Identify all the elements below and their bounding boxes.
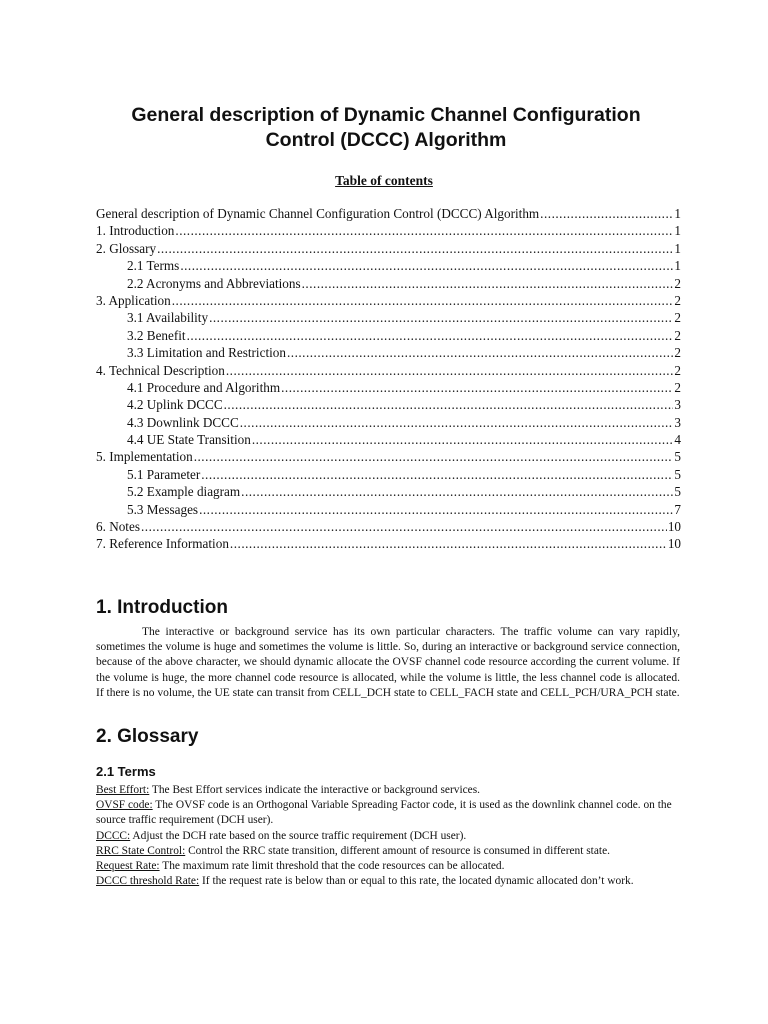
toc-heading: Table of contents — [335, 173, 433, 188]
toc-entry[interactable] — [96, 310, 681, 327]
toc-entry-page: 3 — [674, 397, 681, 413]
toc-entry-label: General description of Dynamic Channel Configuration Control (DCCC) Algorithm — [96, 206, 540, 221]
toc-entry-label: 6. Notes — [96, 519, 140, 535]
term-definition: If the request rate is below than or equal to this rate, the located dynamic allocated don’t work. — [199, 875, 634, 888]
toc-dot-leader — [252, 432, 674, 448]
toc-dot-leader — [187, 328, 674, 344]
toc-entry-page: 5 — [674, 466, 681, 482]
toc-dot-leader — [172, 293, 674, 309]
toc-dot-leader — [141, 519, 667, 535]
toc-dot-leader — [230, 536, 667, 552]
toc-entry-page: 2 — [674, 275, 681, 291]
toc-entry-page: 1 — [674, 206, 681, 221]
toc-dot-leader — [302, 276, 674, 292]
toc-entry-label: 5.2 Example diagram — [127, 484, 241, 500]
toc-entry[interactable] — [96, 223, 681, 240]
terms-list — [96, 783, 680, 889]
toc-entry-label: 4.4 UE State Transition — [127, 432, 251, 448]
toc-entry-label: 2. Glossary — [96, 240, 157, 256]
toc-entry[interactable] — [96, 258, 681, 275]
toc-entry[interactable] — [96, 397, 681, 414]
toc-entry-label: 5.3 Messages — [127, 501, 199, 517]
toc-entry-page: 1 — [674, 258, 681, 274]
toc-entry-label: 5. Implementation — [96, 449, 193, 465]
toc-entry[interactable] — [96, 432, 681, 449]
toc-entry-label: 3.1 Availability — [127, 310, 209, 326]
toc-entry-label: 1. Introduction — [96, 223, 175, 239]
toc-dot-leader — [287, 345, 673, 361]
term-definition: Control the RRC state transition, different amount of resource is consumed in different state. — [185, 844, 610, 857]
term-definition: Adjust the DCH rate based on the source traffic requirement (DCH user). — [130, 829, 467, 842]
toc-entry[interactable] — [96, 276, 681, 293]
term-definition: The OVSF code is an Orthogonal Variable Spreading Factor code, it is used as the downlink channel code. on the source traffic requirement (DCH user). — [96, 799, 672, 827]
toc-entry-label: 4. Technical Description — [96, 362, 225, 378]
toc-entry-label: 3.2 Benefit — [127, 327, 186, 343]
toc-dot-leader — [240, 415, 674, 431]
toc-entry-page: 2 — [674, 362, 681, 378]
toc-dot-leader — [224, 397, 674, 413]
term-entry — [96, 859, 680, 874]
term-name: DCCC: — [96, 829, 131, 842]
term-entry — [96, 783, 680, 798]
toc-entry-page: 3 — [674, 414, 681, 430]
term-name: DCCC threshold Rate: — [96, 875, 200, 888]
table-of-contents — [96, 206, 681, 554]
toc-entry[interactable] — [96, 484, 681, 501]
toc-entry[interactable] — [96, 363, 681, 380]
toc-entry-label: 3.3 Limitation and Restriction — [127, 345, 286, 361]
toc-dot-leader — [199, 502, 673, 518]
subsection-heading-terms: 2.1 Terms — [96, 764, 156, 779]
toc-entry-page: 2 — [674, 292, 681, 308]
toc-entry-page: 10 — [667, 519, 681, 535]
toc-entry-label: 4.2 Uplink DCCC — [127, 397, 223, 413]
toc-entry-label: 2.1 Terms — [127, 258, 180, 274]
term-definition: The maximum rate limit threshold that the code resources can be allocated. — [159, 860, 505, 873]
toc-entry[interactable] — [96, 345, 681, 362]
toc-entry[interactable] — [96, 241, 681, 258]
toc-entry[interactable] — [96, 293, 681, 310]
toc-entry-page: 2 — [674, 345, 681, 361]
toc-entry-label: 7. Reference Information — [96, 536, 229, 552]
toc-entry-page: 5 — [674, 449, 681, 465]
term-name: Request Rate: — [96, 860, 160, 873]
term-entry — [96, 874, 680, 889]
toc-dot-leader — [209, 310, 673, 326]
term-entry — [96, 844, 680, 859]
toc-dot-leader — [194, 449, 674, 465]
toc-dot-leader — [180, 258, 673, 274]
toc-dot-leader — [281, 380, 673, 396]
introduction-paragraph: The interactive or background service has its own particular characters. The traffic volume can vary rapidly, sometimes the volume is huge and sometimes the volume is little. So, during an interactive or background service connection, because of the above character, we should dynamic allocate the OVSF channel code resource according the current volume. If the volume is huge, the more channel code resource is allocated, while the volume is little, the less channel code is allocated. If there is no volume, the UE state can transit from CELL_DCH state to CELL_FACH state and CELL_PCH/URA_PCH state. — [96, 626, 680, 699]
toc-entry[interactable] — [96, 519, 681, 536]
toc-entry[interactable] — [96, 467, 681, 484]
term-name: Best Effort: — [96, 784, 150, 796]
toc-entry[interactable] — [96, 502, 681, 519]
toc-dot-leader — [540, 206, 673, 222]
toc-dot-leader — [157, 241, 673, 257]
toc-entry-label: 5.1 Parameter — [127, 466, 201, 482]
toc-entry-label: 3. Application — [96, 292, 171, 308]
toc-entry-page: 10 — [667, 536, 681, 552]
term-entry — [96, 829, 680, 844]
toc-entry-page: 4 — [674, 432, 681, 448]
toc-entry-page: 7 — [674, 501, 681, 517]
section-heading-glossary: 2. Glossary — [96, 726, 199, 747]
toc-entry-page: 1 — [674, 223, 681, 239]
term-name: OVSF code: — [96, 799, 153, 812]
term-definition: The Best Effort services indicate the interactive or background services. — [149, 784, 480, 796]
toc-entry-label: 4.1 Procedure and Algorithm — [127, 379, 281, 395]
toc-entry-label: 4.3 Downlink DCCC — [127, 414, 239, 430]
toc-entry-page: 1 — [674, 240, 681, 256]
toc-entry-page: 2 — [674, 310, 681, 326]
term-name: RRC State Control: — [96, 844, 186, 857]
toc-entry[interactable] — [96, 380, 681, 397]
toc-entry-page: 2 — [674, 379, 681, 395]
term-entry — [96, 798, 680, 828]
section-heading-introduction: 1. Introduction — [96, 597, 228, 618]
toc-dot-leader — [226, 363, 674, 379]
toc-entry[interactable] — [96, 536, 681, 553]
toc-entry-page: 2 — [674, 327, 681, 343]
toc-entry[interactable] — [96, 206, 681, 223]
toc-dot-leader — [175, 223, 673, 239]
toc-dot-leader — [241, 484, 673, 500]
toc-entry-page: 5 — [674, 484, 681, 500]
toc-entry-label: 2.2 Acronyms and Abbreviations — [127, 275, 301, 291]
document-title: General description of Dynamic Channel Configuration Control (DCCC) Algorithm — [131, 104, 641, 151]
toc-entry[interactable] — [96, 449, 681, 466]
toc-dot-leader — [201, 467, 673, 483]
toc-entry[interactable] — [96, 328, 681, 345]
toc-entry[interactable] — [96, 415, 681, 432]
